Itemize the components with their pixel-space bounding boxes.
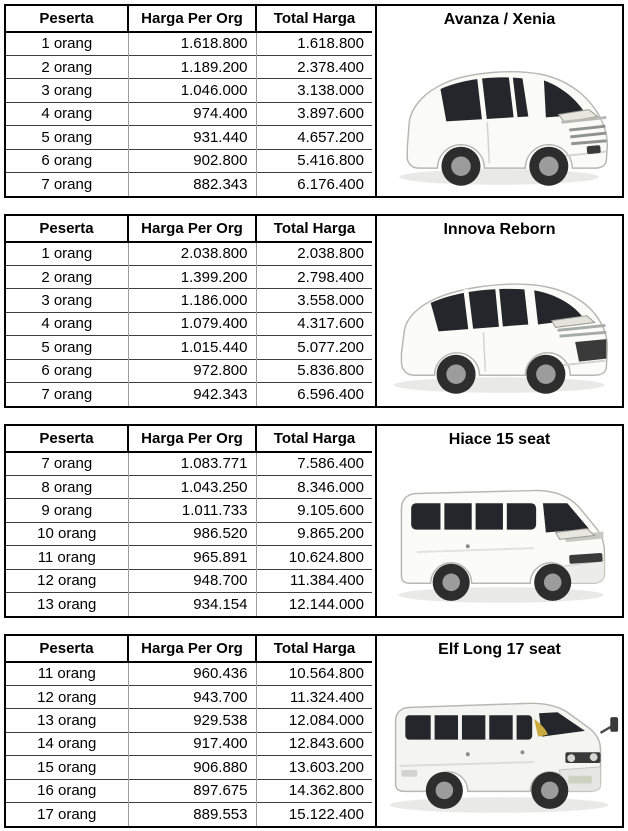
peserta-cell: 5 orang [6,126,128,149]
harga-per-org-cell: 943.700 [128,685,256,708]
total-harga-cell: 14.362.800 [256,779,372,802]
section-elf-long-17-seat [4,634,624,828]
harga-per-org-cell: 934.154 [128,593,256,616]
peserta-cell: 5 orang [6,336,128,359]
harga-per-org-cell: 965.891 [128,546,256,569]
header-peserta: Peserta [6,636,128,662]
table-row [6,149,372,172]
header-row [6,636,372,662]
vehicle-title: Innova Reborn [443,221,556,238]
header-total-harga: Total Harga [256,216,372,242]
table-row [6,709,372,732]
harga-per-org-cell: 902.800 [128,149,256,172]
total-harga-cell: 7.586.400 [256,452,372,475]
peserta-cell: 7 orang [6,452,128,475]
harga-per-org-cell: 1.618.800 [128,32,256,55]
peserta-cell: 9 orang [6,499,128,522]
vehicle-cell-elf [375,636,622,826]
total-harga-cell: 10.564.800 [256,662,372,685]
table-row [6,569,372,592]
table-row [6,756,372,779]
table-row [6,32,372,55]
table-row [6,79,372,102]
peserta-cell: 15 orang [6,756,128,779]
table-row [6,662,372,685]
harga-per-org-cell: 1.083.771 [128,452,256,475]
total-harga-cell: 2.038.800 [256,242,372,265]
table-row [6,265,372,288]
total-harga-cell: 2.378.400 [256,55,372,78]
total-harga-cell: 4.317.600 [256,312,372,335]
harga-per-org-cell: 1.043.250 [128,475,256,498]
header-peserta: Peserta [6,426,128,452]
table-row [6,55,372,78]
header-total-harga: Total Harga [256,426,372,452]
harga-per-org-cell: 897.675 [128,779,256,802]
peserta-cell: 1 orang [6,242,128,265]
header-total-harga: Total Harga [256,6,372,32]
peserta-cell: 2 orang [6,265,128,288]
table-row [6,593,372,616]
total-harga-cell: 5.077.200 [256,336,372,359]
table-row [6,732,372,755]
harga-per-org-cell: 1.015.440 [128,336,256,359]
harga-per-org-cell: 974.400 [128,102,256,125]
peserta-cell: 6 orang [6,149,128,172]
peserta-cell: 3 orang [6,79,128,102]
vehicle-title: Avanza / Xenia [443,11,556,28]
total-harga-cell: 13.603.200 [256,756,372,779]
peserta-cell: 12 orang [6,685,128,708]
header-harga-per-org: Harga Per Org [128,426,256,452]
total-harga-cell: 9.865.200 [256,522,372,545]
peserta-cell: 11 orang [6,662,128,685]
harga-per-org-cell: 906.880 [128,756,256,779]
harga-per-org-cell: 889.553 [128,803,256,826]
table-row [6,173,372,196]
header-row [6,426,372,452]
harga-per-org-cell: 960.436 [128,662,256,685]
total-harga-cell: 15.122.400 [256,803,372,826]
total-harga-cell: 9.105.600 [256,499,372,522]
table-row [6,546,372,569]
table-row [6,383,372,406]
peserta-cell: 6 orang [6,359,128,382]
total-harga-cell: 3.558.000 [256,289,372,312]
total-harga-cell: 4.657.200 [256,126,372,149]
table-row [6,359,372,382]
header-harga-per-org: Harga Per Org [128,636,256,662]
table-row [6,475,372,498]
peserta-cell: 4 orang [6,102,128,125]
peserta-cell: 14 orang [6,732,128,755]
table-row [6,312,372,335]
total-harga-cell: 1.618.800 [256,32,372,55]
peserta-cell: 16 orang [6,779,128,802]
table-row [6,779,372,802]
peserta-cell: 13 orang [6,593,128,616]
header-total-harga: Total Harga [256,636,372,662]
peserta-cell: 1 orang [6,32,128,55]
table-row [6,522,372,545]
price-table-elf [6,636,372,826]
total-harga-cell: 10.624.800 [256,546,372,569]
total-harga-cell: 3.138.000 [256,79,372,102]
harga-per-org-cell: 917.400 [128,732,256,755]
harga-per-org-cell: 1.046.000 [128,79,256,102]
table-row [6,803,372,826]
harga-per-org-cell: 1.189.200 [128,55,256,78]
elf-long-17-seat-image [378,662,622,826]
section-avanza-xenia [4,4,624,198]
price-table-innova [6,216,372,406]
innova-reborn-image [378,242,622,406]
harga-per-org-cell: 931.440 [128,126,256,149]
table-row [6,289,372,312]
peserta-cell: 3 orang [6,289,128,312]
total-harga-cell: 12.144.000 [256,593,372,616]
peserta-cell: 2 orang [6,55,128,78]
table-row [6,242,372,265]
table-row [6,685,372,708]
vehicle-cell-avanza [375,6,622,196]
header-peserta: Peserta [6,6,128,32]
peserta-cell: 7 orang [6,173,128,196]
peserta-cell: 8 orang [6,475,128,498]
total-harga-cell: 5.416.800 [256,149,372,172]
harga-per-org-cell: 986.520 [128,522,256,545]
harga-per-org-cell: 1.399.200 [128,265,256,288]
total-harga-cell: 6.596.400 [256,383,372,406]
total-harga-cell: 3.897.600 [256,102,372,125]
total-harga-cell: 5.836.800 [256,359,372,382]
price-table-avanza [6,6,372,196]
peserta-cell: 12 orang [6,569,128,592]
total-harga-cell: 12.084.000 [256,709,372,732]
peserta-cell: 4 orang [6,312,128,335]
harga-per-org-cell: 929.538 [128,709,256,732]
peserta-cell: 7 orang [6,383,128,406]
harga-per-org-cell: 1.186.000 [128,289,256,312]
peserta-cell: 11 orang [6,546,128,569]
section-hiace-15-seat [4,424,624,618]
vehicle-title: Elf Long 17 seat [438,641,561,658]
header-harga-per-org: Harga Per Org [128,6,256,32]
table-row [6,499,372,522]
peserta-cell: 17 orang [6,803,128,826]
header-row [6,216,372,242]
table-row [6,336,372,359]
hiace-15-seat-image [378,452,622,616]
vehicle-cell-hiace [375,426,622,616]
header-harga-per-org: Harga Per Org [128,216,256,242]
harga-per-org-cell: 2.038.800 [128,242,256,265]
harga-per-org-cell: 972.800 [128,359,256,382]
total-harga-cell: 8.346.000 [256,475,372,498]
total-harga-cell: 12.843.600 [256,732,372,755]
section-innova-reborn [4,214,624,408]
harga-per-org-cell: 948.700 [128,569,256,592]
avanza-xenia-image [378,32,622,196]
price-table-hiace [6,426,372,616]
peserta-cell: 10 orang [6,522,128,545]
peserta-cell: 13 orang [6,709,128,732]
harga-per-org-cell: 942.343 [128,383,256,406]
table-row [6,452,372,475]
vehicle-title: Hiace 15 seat [448,431,551,448]
harga-per-org-cell: 882.343 [128,173,256,196]
total-harga-cell: 6.176.400 [256,173,372,196]
header-peserta: Peserta [6,216,128,242]
total-harga-cell: 11.324.400 [256,685,372,708]
harga-per-org-cell: 1.011.733 [128,499,256,522]
table-row [6,102,372,125]
harga-per-org-cell: 1.079.400 [128,312,256,335]
header-row [6,6,372,32]
vehicle-cell-innova [375,216,622,406]
table-row [6,126,372,149]
total-harga-cell: 2.798.400 [256,265,372,288]
total-harga-cell: 11.384.400 [256,569,372,592]
